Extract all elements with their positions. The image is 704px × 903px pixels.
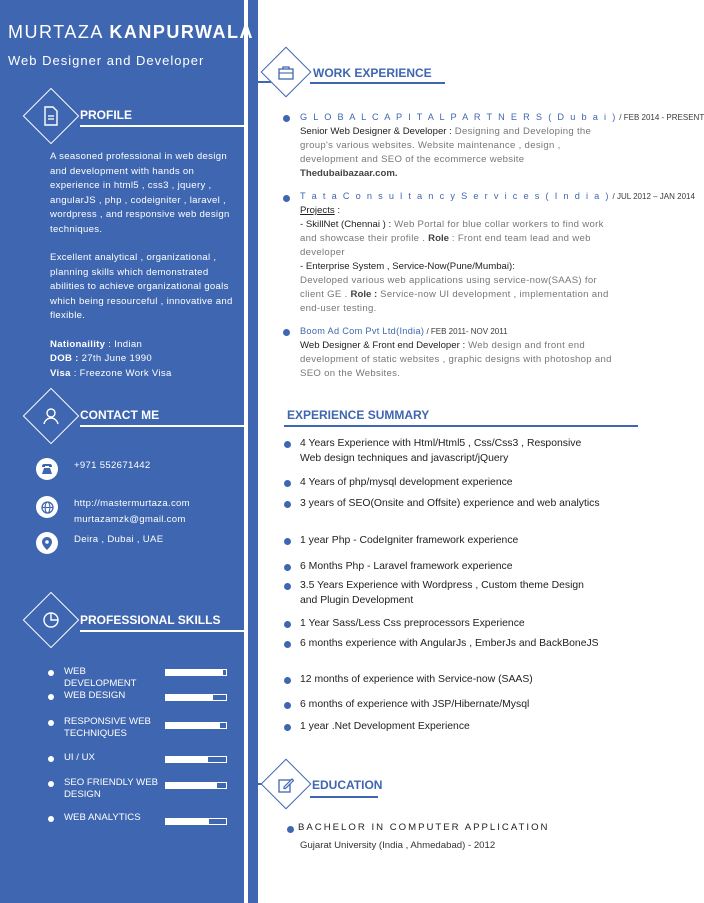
pie-chart-icon [36, 605, 66, 635]
job-heading [300, 189, 695, 204]
projects-label: Projects : [300, 205, 340, 216]
skill-label: WEB DEVELOPMENT [64, 666, 137, 689]
education-underline [310, 796, 378, 798]
skill-level-fill [166, 819, 209, 824]
skill-bullet [48, 781, 54, 787]
skill-item [48, 716, 159, 740]
profile-underline [80, 125, 248, 127]
summary-heading: EXPERIENCE SUMMARY [287, 408, 430, 422]
summary-item: 3 years of SEO(Onsite and Offsite) experience and web analytics [300, 498, 600, 509]
skill-bullet [48, 720, 54, 726]
summary-bullet [284, 724, 291, 731]
skills-heading: PROFESSIONAL SKILLS [80, 613, 221, 627]
summary-item: 6 months experience with AngularJs , EmberJs and BackBoneJS [300, 638, 599, 649]
skill-item [48, 777, 159, 801]
job-site: Thedubaibazaar.com. [300, 168, 398, 179]
skill-level-fill [166, 670, 223, 675]
contact-web [36, 496, 190, 528]
skill-label: WEB ANALYTICS [64, 812, 141, 823]
summary-bullet [284, 480, 291, 487]
full-name: MURTAZA KANPURWALA [8, 22, 255, 42]
skill-item [48, 752, 159, 764]
work-heading: WORK EXPERIENCE [313, 66, 432, 80]
location-text: Deira , Dubai , UAE [74, 534, 164, 545]
summary-bullet [284, 564, 291, 571]
project-enterprise-desc: Developed various web applications using service-now(SAAS) for client GE . Role : Service-now UI development , implementation and end-user testing. [300, 275, 609, 314]
summary-underline [284, 425, 638, 427]
company-name: T a t a C o n s u l t a n c y S e r v i c e s ( I n d i a ) [300, 191, 611, 201]
sidebar-stripe [248, 0, 258, 903]
summary-bullet [284, 702, 291, 709]
skill-bullet [48, 756, 54, 762]
summary-item: 1 year .Net Development Experience [300, 721, 470, 732]
skill-level-fill [166, 695, 213, 700]
job-description: Senior Web Designer & Developer : Designing and Developing the group's various websites. Website maintenance , design , development and SEO of the ecommerce website [300, 126, 592, 165]
summary-item: 1 year Php - CodeIgniter framework experience [300, 535, 519, 546]
company-name: G L O B A L C A P I T A L P A R T N E R S ( D u b a i ) [300, 112, 618, 122]
job-boom-adcom [300, 324, 620, 381]
skill-label: RESPONSIVE WEB TECHNIQUES [64, 716, 151, 739]
skill-level-bar [165, 669, 227, 676]
summary-bullet [284, 621, 291, 628]
skill-bullet [48, 816, 54, 822]
skill-level-fill [166, 757, 208, 762]
skill-level-bar [165, 694, 227, 701]
summary-bullet [284, 441, 291, 448]
phone-number[interactable]: +971 552671442 [74, 460, 151, 471]
skill-item [48, 666, 159, 690]
globe-icon [36, 496, 58, 518]
location-pin-icon [36, 532, 58, 554]
profile-heading: PROFILE [80, 108, 133, 122]
summary-bullet [284, 641, 291, 648]
work-underline [310, 82, 445, 84]
job-date: / JUL 2012 – JAN 2014 [610, 192, 695, 201]
project-enterprise: - Enterprise System , Service-Now(Pune/Mumbai): [300, 261, 515, 272]
date-of-birth: DOB : 27th June 1990 [50, 353, 153, 364]
job-title: Web Designer and Developer [8, 53, 205, 68]
skill-label: SEO FRIENDLY WEB DESIGN [64, 777, 159, 800]
degree: BACHELOR IN COMPUTER APPLICATION [298, 822, 550, 833]
person-icon [36, 401, 66, 431]
job-bullet [283, 115, 290, 122]
skill-level-fill [166, 783, 217, 788]
job-role: Senior Web Designer & Developer : [300, 126, 452, 137]
contact-heading: CONTACT ME [80, 408, 160, 422]
education-heading: EDUCATION [312, 778, 383, 792]
summary-item: 4 Years Experience with Html/Html5 , Css/Css3 , Responsive Web design techniques and javascript/jQuery [300, 438, 582, 464]
profile-paragraph-1: A seasoned professional in web design and development with hands on experience in html5 , css3 , jquery , angularJS , php , codeigniter , laravel , wordpress , and responsive web design techniques. [50, 151, 230, 235]
visa: Visa : Freezone Work Visa [50, 367, 172, 379]
job-date: / FEB 2014 - PRESENT [617, 113, 704, 122]
pencil-icon [271, 770, 301, 800]
skill-level-bar [165, 782, 227, 789]
job-heading [300, 324, 620, 339]
skill-label: UI / UX [64, 752, 95, 763]
skill-level-bar [165, 756, 227, 763]
project-skillnet: - SkillNet (Chennai ) : Web Portal for blue collar workers to find work and showcase their profile . Role : Front end team lead and web developer [300, 219, 604, 258]
summary-bullet [284, 501, 291, 508]
skill-level-bar [165, 818, 227, 825]
job-description: Web Designer & Front end Developer : Web design and front end development of static websites , graphic designs with photoshop and SEO on the Websites. [300, 340, 612, 379]
summary-item: 1 Year Sass/Less Css preprocessors Experience [300, 618, 525, 629]
personal-facts [50, 338, 240, 382]
skill-label: WEB DESIGN [64, 690, 126, 701]
skill-item [48, 812, 159, 824]
profile-text [50, 150, 240, 381]
briefcase-icon [271, 58, 301, 88]
skill-bullet [48, 694, 54, 700]
contact-location [36, 532, 163, 554]
summary-item: 6 months of experience with JSP/Hibernate/Mysql [300, 699, 530, 710]
sidebar [0, 0, 248, 903]
email-link[interactable]: murtazamzk@gmail.com [74, 514, 186, 525]
phone-icon [36, 458, 58, 480]
skill-level-bar [165, 722, 227, 729]
summary-item: 6 Months Php - Laravel framework experience [300, 561, 513, 572]
summary-bullet [284, 677, 291, 684]
skill-bullet [48, 670, 54, 676]
job-heading [300, 110, 704, 125]
profile-paragraph-2: Excellent analytical , organizational , planning skills which demonstrated abilities to achieve organizational goals which being resourceful , innovative and flexible. [50, 252, 233, 321]
nationality: Nationaility : Indian [50, 338, 143, 350]
skills-underline [80, 630, 248, 632]
summary-item: 3.5 Years Experience with Wordpress , Custom theme Design and Plugin Development [300, 580, 584, 606]
document-icon [36, 101, 66, 131]
job-bullet [283, 329, 290, 336]
job-global-capital [300, 110, 704, 181]
company-name: Boom Ad Com Pvt Ltd(India) [300, 326, 425, 336]
contact-web-text [74, 496, 190, 528]
job-tcs [300, 189, 695, 316]
job-date: / FEB 2011- NOV 2011 [424, 327, 508, 336]
skill-level-fill [166, 723, 220, 728]
summary-bullet [284, 538, 291, 545]
summary-bullet [284, 583, 291, 590]
school: Gujarat University (India , Ahmedabad) - 2012 [300, 840, 496, 851]
summary-item: 12 months of experience with Service-now (SAAS) [300, 674, 533, 685]
summary-item: 4 Years of php/mysql development experience [300, 477, 513, 488]
contact-underline [80, 425, 248, 427]
job-role: Web Designer & Front end Developer : [300, 340, 466, 351]
website-link[interactable]: http://mastermurtaza.com [74, 498, 190, 509]
skill-item [48, 690, 159, 702]
job-bullet [283, 195, 290, 202]
education-bullet [287, 826, 294, 833]
contact-phone [36, 458, 151, 480]
